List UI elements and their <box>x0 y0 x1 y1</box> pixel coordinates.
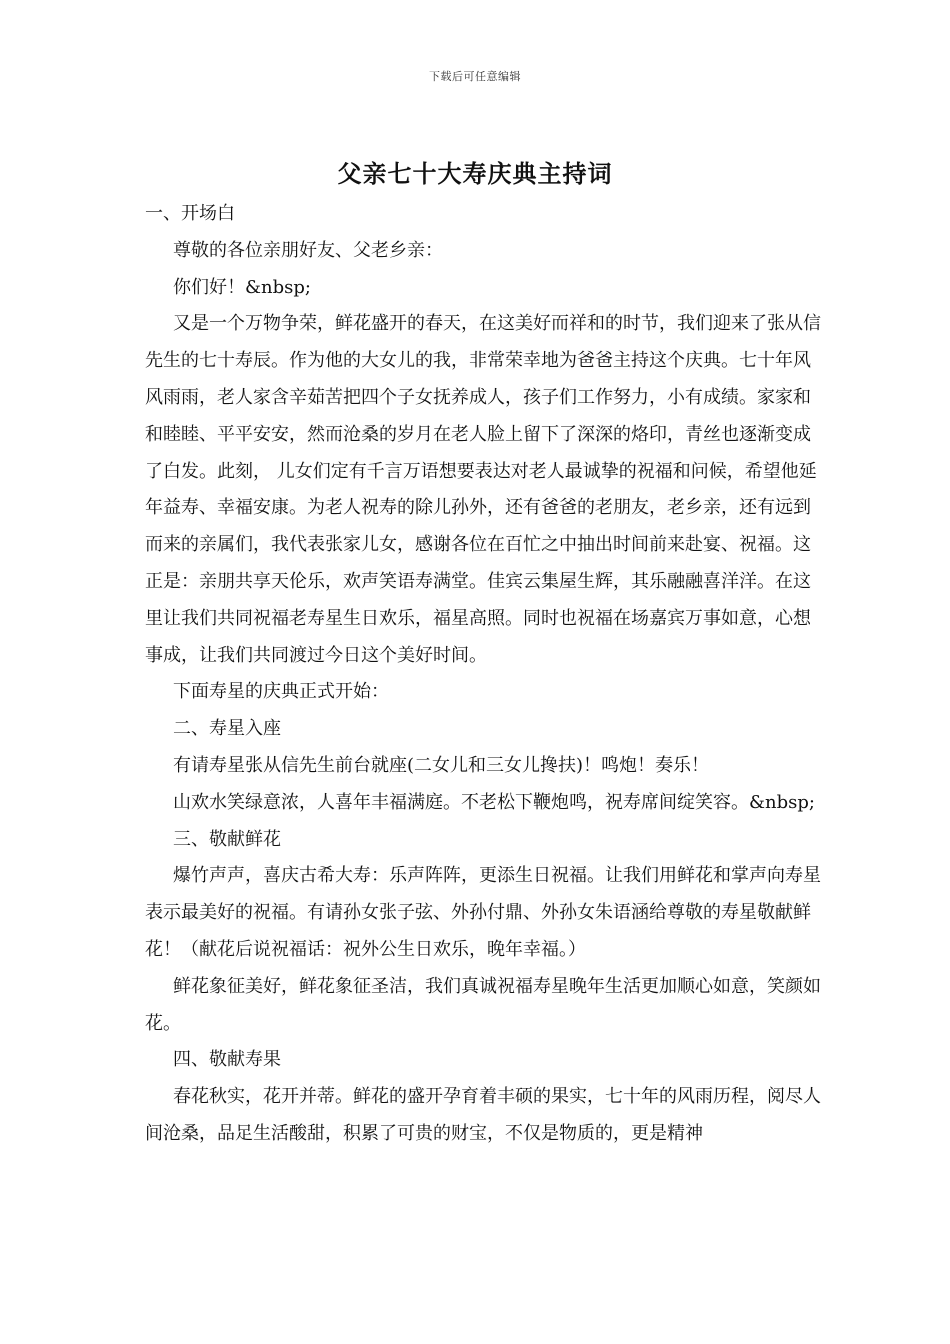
flowers-symbol-paragraph: 鲜花象征美好，鲜花象征圣洁，我们真诚祝福寿星晚年生活更加顺心如意，笑颜如花。 <box>145 975 821 1034</box>
document-title: 父亲七十大寿庆典主持词 <box>337 159 613 188</box>
seating-paragraph: 有请寿星张从信先生前台就座(二女儿和三女儿搀扶)！鸣炮！奏乐！ <box>173 754 710 776</box>
couplet-paragraph: 山欢水笑绿意浓，人喜年丰福满庭。不老松下鞭炮鸣，祝寿席间绽笑容。&nbsp; <box>173 791 815 813</box>
section-heading-flowers: 三、敬献鲜花 <box>173 828 281 850</box>
salutation: 尊敬的各位亲朋好友、父老乡亲： <box>173 239 443 261</box>
section-heading-seating: 二、寿星入座 <box>173 718 281 740</box>
fruit-paragraph: 春花秋实，花开并蒂。鲜花的盛开孕育着丰硕的果实，七十年的风雨历程，阅尽人间沧桑，品足生活酸甜，积累了可贵的财宝，不仅是物质的，更是精神 <box>145 1086 821 1144</box>
greeting: 你们好！&nbsp; <box>173 276 311 298</box>
opening-paragraph: 又是一个万物争荣，鲜花盛开的春天，在这美好而祥和的时节，我们迎来了张从信先生的七十寿辰。作为他的大女儿的我，非常荣幸地为爸爸主持这个庆典。七十年风风雨雨，老人家含辛茹苦把四个子女抚养成人，孩子们工作努力，小有成绩。家家和和睦睦、平平安安，然而沧桑的岁月在老人脸上留下了深深的烙印，青丝也逐渐变成了白发。此刻， 儿女们定有千言万语想要表达对老人最诚挚的祝福和问候，希望他延年益寿、幸福安康。为老人祝寿的除儿孙外，还有爸爸的老朋友，老乡亲，还有远到而来的亲属们，我代表张家儿女，感谢各位在百忙之中抽出时间前来赴宴、祝福。这正是：亲朋共享天伦乐，欢声笑语寿满堂。佳宾云集屋生辉，其乐融融喜洋洋。在这里让我们共同祝福老寿星生日欢乐，福星高照。同时也祝福在场嘉宾万事如意，心想事成，让我们共同渡过今日这个美好时间。 <box>145 313 821 666</box>
document-body <box>145 196 825 1153</box>
flowers-paragraph: 爆竹声声，喜庆古希大寿：乐声阵阵，更添生日祝福。让我们用鲜花和掌声向寿星表示最美好的祝福。有请孙女张子弦、外孙付鼎、外孙女朱语涵给尊敬的寿星敬献鲜花！（献花后说祝福话：祝外公生日欢乐，晚年幸福。） <box>145 865 821 960</box>
ceremony-start: 下面寿星的庆典正式开始： <box>173 681 389 703</box>
section-heading-opening: 一、开场白 <box>145 203 235 224</box>
header-note: 下载后可任意编辑 <box>429 70 521 83</box>
section-heading-fruit: 四、敬献寿果 <box>173 1049 281 1071</box>
